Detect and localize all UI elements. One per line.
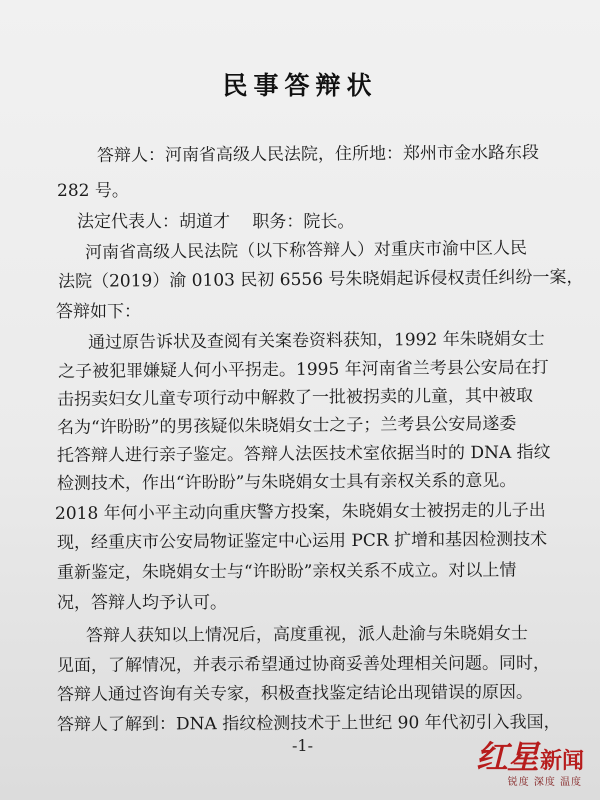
text-line-body-4: 名为“许盼盼”的男孩疑似朱晓娟女士之子；兰考县公安局遂委 (56, 413, 517, 438)
watermark-news: 新闻 (539, 749, 584, 774)
text-line-body-12: 见面，了解情况，并表示希望通过协商妥善处理相关问题。同时， (56, 653, 551, 676)
text-line-body-3: 击拐卖妇女儿童专项行动中解救了一批被拐卖的儿童，其中被取 (56, 385, 534, 410)
text-line-body-13: 答辩人通过咨询有关专家，积极查找鉴定结论出现错误的原因。 (56, 682, 534, 705)
text-line-body-11: 答辩人获知以上情况后，高度重视，派人赴渝与朱晓娟女士 (85, 623, 529, 646)
watermark-brand: 红星 (475, 738, 538, 776)
text-line-intro-2: 法院（2019）渝 0103 民初 6556 号朱晓娟起诉侵权责任纠纷一案， (57, 267, 584, 292)
page-number: -1- (292, 736, 313, 755)
watermark-logo (476, 732, 584, 778)
watermark-tagline: 锐度 深度 温度 (507, 777, 582, 788)
text-line-body-9: 重新鉴定，朱晓娟女士与“许盼盼”亲权关系不成立。对以上情 (56, 560, 517, 583)
text-line-body-7: 2018 年何小平主动向重庆警方投案，朱晓娟女士被拐走的儿子出 (54, 500, 546, 524)
text-line-body-6: 检测技术，作出“许盼盼”与朱晓娟女士具有亲权关系的意见。 (56, 470, 517, 494)
text-line-body-14: 答辩人了解到：DNA 指纹检测技术于上世纪 90 年代初引入我国， (56, 712, 561, 735)
text-line-body-1: 通过原告诉状及查阅有关案卷资料获知，1992 年朱晓娟女士 (87, 329, 545, 353)
red-star-news-watermark (434, 732, 584, 788)
text-line-body-2: 之子被犯罪嫌疑人何小平拐走。1995 年河南省兰考县公安局在打 (57, 357, 549, 382)
text-line-address-number: 282 号。 (57, 181, 129, 201)
text-line-intro-3: 答辩如下： (56, 302, 141, 322)
text-line-respondent: 答辩人：河南省高级人民法院，住所地：郑州市金水路东段 (96, 142, 540, 166)
text-line-body-10: 况，答辩人均予认可。 (57, 593, 227, 613)
text-line-body-8: 现，经重庆市公安局物证鉴定中心运用 PCR 扩增和基因检测技术 (56, 529, 548, 553)
document-title: 民事答辩状 (222, 71, 378, 100)
text-line-legal-representative: 法定代表人：胡道才 职务：院长。 (77, 212, 355, 232)
text-line-intro-1: 河南省高级人民法院（以下称答辩人）对重庆市渝中区人民 (84, 238, 528, 263)
text-line-body-5: 托答辩人进行亲子鉴定。答辩人法医技术室依据当时的 DNA 指纹 (56, 442, 551, 466)
